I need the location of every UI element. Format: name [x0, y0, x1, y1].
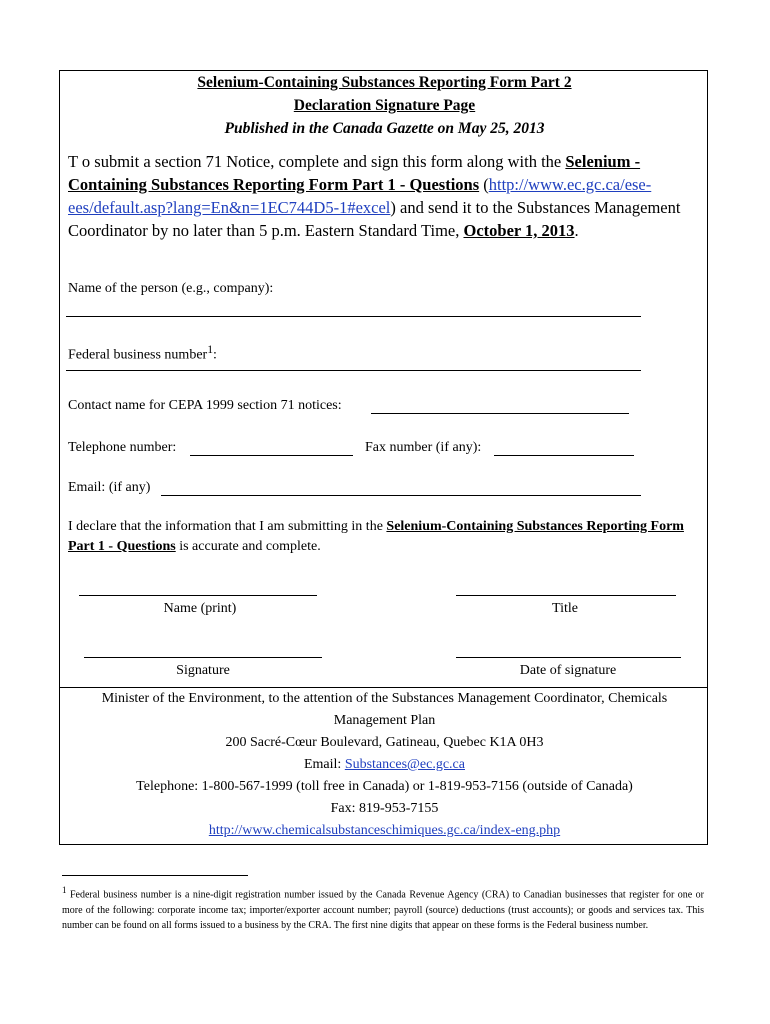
name-print-field[interactable]	[79, 595, 317, 596]
address-line-2: Management Plan	[333, 713, 436, 728]
website-link[interactable]: http://www.chemicalsubstanceschimiques.gc.ca/index-eng.php	[208, 823, 561, 838]
person-name-field[interactable]	[66, 316, 641, 317]
address-fax: Fax: 819-953-7155	[330, 801, 439, 816]
signature-field[interactable]	[84, 657, 322, 658]
form-frame	[59, 70, 708, 845]
address-email: Email: Substances@ec.gc.ca	[303, 757, 465, 772]
intro-paragraph: T o submit a section 71 Notice, complete and sign this form along with the Selenium -Containing Substances Reporting Form Part 1 - Questions (http://www.ec.gc.ca/ese-ees/default.asp?lang=En&n=1EC744D5-1#excel) and send it to the Substances Management Coordinator by no later than 5 p.m. Eastern Standard Time, October 1, 2013.	[68, 152, 681, 240]
part1-form-name: Selenium -Containing Substances Reporting Form Part 1 - Questions	[68, 152, 641, 194]
declaration-form-name: Selenium-Containing Substances Reporting Form Part 1 - Questions	[68, 519, 684, 554]
published-note: Published in the Canada Gazette on May 25, 2013	[224, 120, 545, 137]
section-divider	[60, 687, 707, 688]
declaration-text: I declare that the information that I am submitting in the Selenium-Containing Substances Reporting Form Part 1 - Questions is accurate and complete.	[68, 519, 684, 554]
email-field[interactable]	[161, 495, 641, 496]
fax-label: Fax number (if any):	[365, 440, 482, 455]
signature-label: Signature	[176, 663, 230, 678]
form-subtitle: Declaration Signature Page	[293, 97, 476, 114]
footnote-ref: 1	[207, 343, 214, 356]
fax-field[interactable]	[494, 455, 634, 456]
address-website	[60, 823, 709, 839]
telephone-field[interactable]	[190, 455, 353, 456]
address-street: 200 Sacré-Cœur Boulevard, Gatineau, Quebec K1A 0H3	[225, 735, 544, 750]
address-line-1: Minister of the Environment, to the attention of the Substances Management Coordinator, Chemicals	[101, 691, 668, 706]
telephone-label: Telephone number:	[68, 440, 177, 455]
title-field[interactable]	[456, 595, 676, 596]
person-name-label: Name of the person (e.g., company):	[68, 281, 274, 296]
business-number-label: Federal business number$^1$:	[68, 343, 217, 363]
date-field[interactable]	[456, 657, 681, 658]
footnote: $^1$ Federal business number is a nine-digit registration number issued by the Canada Revenue Agency (CRA) to Canadian businesses that register for one or more of the following: corporate income tax; importer/exporter account number; payroll (source) deductions (trust accounts); or goods and services tax. This number can be found on all forms issued to a business by the CRA. The first nine digits that appear on these forms is the Federal business number.	[62, 885, 704, 932]
email-link[interactable]: Substances@ec.gc.ca	[344, 757, 465, 772]
address-telephone: Telephone: 1-800-567-1999 (toll free in Canada) or 1-819-953-7156 (outside of Canada)	[136, 779, 633, 794]
name-print-label: Name (print)	[163, 601, 237, 616]
form-title: Selenium-Containing Substances Reporting Form Part 2	[197, 74, 572, 91]
deadline-date: October 1, 2013	[463, 221, 575, 240]
form-download-link[interactable]: http://www.ec.gc.ca/ese-ees/default.asp?lang=En&n=1EC744D5-1#excel	[68, 175, 652, 217]
footnote-separator	[62, 875, 248, 876]
contact-name-label: Contact name for CEPA 1999 section 71 notices:	[68, 398, 342, 413]
contact-name-field[interactable]	[371, 413, 629, 414]
footnote-marker: 1	[62, 885, 67, 895]
title-label: Title	[552, 601, 578, 616]
business-number-field[interactable]	[66, 370, 641, 371]
email-label: Email: (if any)	[68, 480, 151, 495]
date-label: Date of signature	[519, 663, 617, 678]
